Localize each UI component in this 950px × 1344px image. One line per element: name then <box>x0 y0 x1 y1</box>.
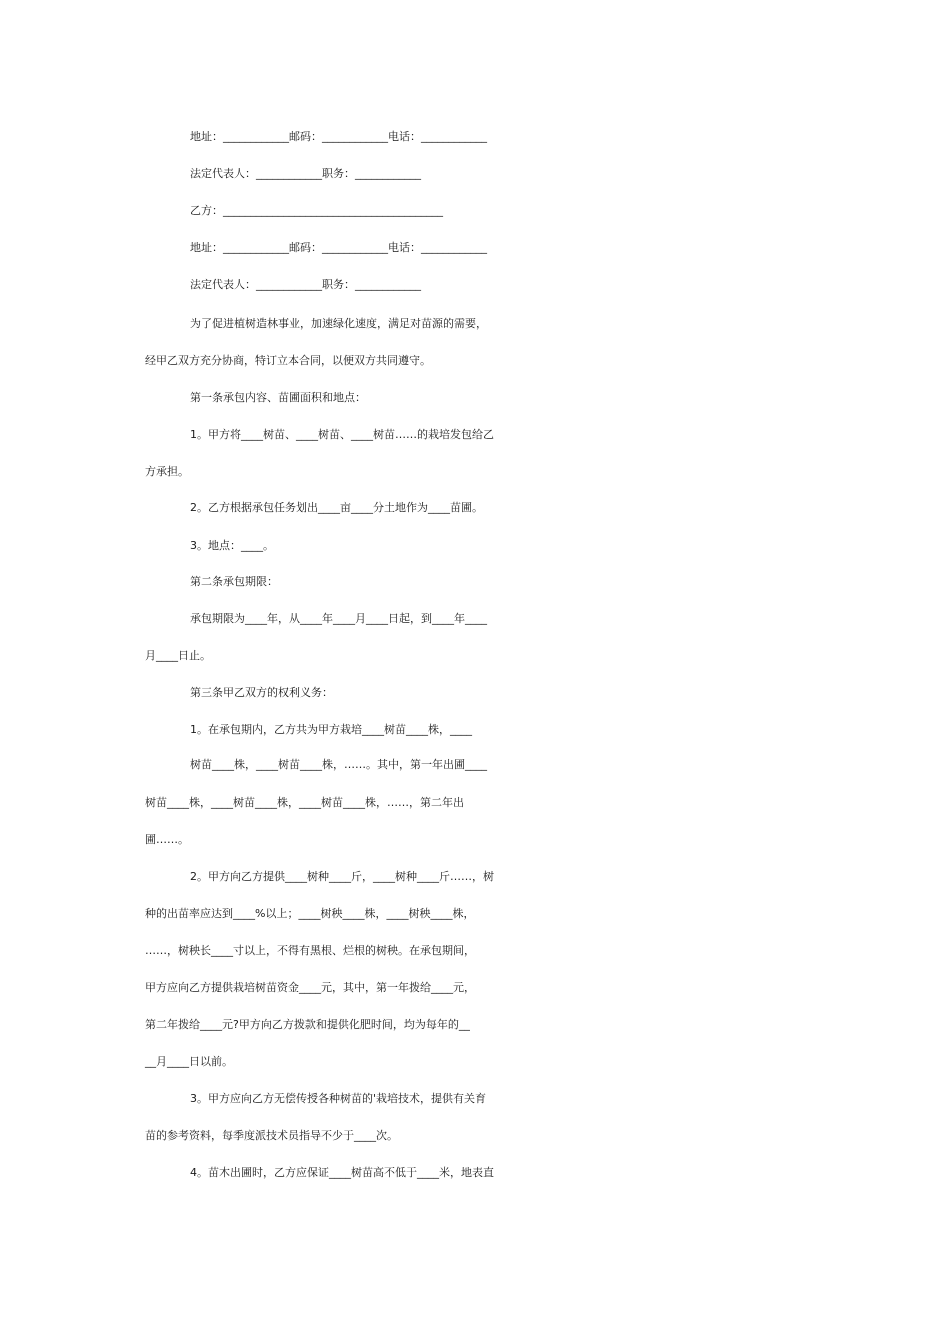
article-3-item-4-line-1: 4。苗木出圃时，乙方应保证____树苗高不低于____米，地表直 <box>190 1166 494 1179</box>
article-1-heading: 第一条承包内容、苗圃面积和地点： <box>190 391 366 404</box>
article-3-item-2-line-5: 第二年拨给____元?甲方向乙方拨款和提供化肥时间，均为每年的__ <box>145 1018 470 1031</box>
address-line-party-b: 地址：____________邮码：____________电话：____________ <box>190 241 487 254</box>
article-2-line-1: 承包期限为____年，从____年____月____日起，到____年____ <box>190 612 487 625</box>
article-3-heading: 第三条甲乙双方的权利义务： <box>190 686 333 699</box>
article-3-item-1-line-4: 圃……。 <box>145 833 189 846</box>
article-3-item-1-line-1: 1。在承包期内，乙方共为甲方栽培____树苗____株，____ <box>190 723 472 736</box>
article-1-item-1-line-2: 方承担。 <box>145 465 189 478</box>
article-3-item-1-line-3: 树苗____株，____树苗____株，____树苗____株，……，第二年出 <box>145 796 464 809</box>
article-1-item-1-line-1: 1。甲方将____树苗、____树苗、____树苗……的栽培发包给乙 <box>190 428 494 441</box>
legal-rep-line-party-b: 法定代表人：____________职务：____________ <box>190 278 421 291</box>
legal-rep-line-party-a: 法定代表人：____________职务：____________ <box>190 167 421 180</box>
article-3-item-2-line-2: 种的出苗率应达到____%以上；____树秧____株，____树秧____株， <box>145 907 475 920</box>
address-line-party-a: 地址：____________邮码：____________电话：____________ <box>190 130 487 143</box>
article-3-item-3-line-2: 苗的参考资料，每季度派技术员指导不少于____次。 <box>145 1129 398 1142</box>
article-2-heading: 第二条承包期限： <box>190 575 278 588</box>
article-3-item-2-line-4: 甲方应向乙方提供栽培树苗资金____元，其中，第一年拨给____元， <box>145 981 475 994</box>
article-2-line-2: 月____日止。 <box>145 649 211 662</box>
article-3-item-2-line-1: 2。甲方向乙方提供____树种____斤，____树种____斤……，树 <box>190 870 494 883</box>
preamble-line-1: 为了促进植树造林事业，加速绿化速度，满足对苗源的需要， <box>190 317 487 330</box>
article-1-item-2: 2。乙方根据承包任务划出____亩____分土地作为____苗圃。 <box>190 501 483 514</box>
preamble-line-2: 经甲乙双方充分协商，特订立本合同，以便双方共同遵守。 <box>145 354 431 367</box>
article-3-item-3-line-1: 3。甲方应向乙方无偿传授各种树苗的'栽培技术，提供有关育 <box>190 1092 487 1105</box>
article-3-item-2-line-6: __月____日以前。 <box>145 1055 233 1068</box>
article-1-item-3: 3。地点：____。 <box>190 539 274 552</box>
article-3-item-1-line-2: 树苗____株，____树苗____株，……。其中，第一年出圃____ <box>190 758 487 771</box>
party-b-line: 乙方：________________________________________ <box>190 204 443 217</box>
article-3-item-2-line-3: ……，树秧长____寸以上，不得有黑根、烂根的树秧。在承包期间， <box>145 944 475 957</box>
